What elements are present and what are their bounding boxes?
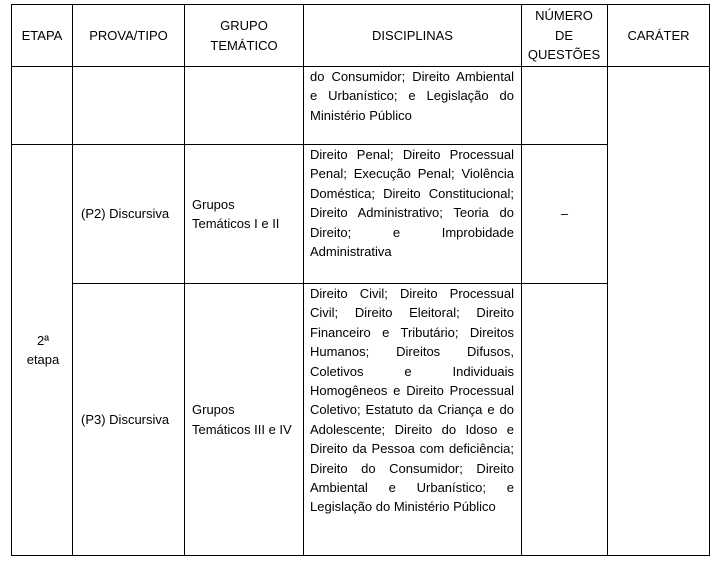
p3-prova-label: (P3) Discursiva [81,411,170,427]
p3-prova [81,284,184,555]
p2-disciplinas-text: Direito Penal; Direito Processual Penal; Execução Penal; Violência Doméstica; Direito Constitucional; Direito Administrativo; Teoria do Direito; e Improbidade Administrativa [310,147,514,260]
column-divider [607,4,608,556]
header-numero-questoes: NÚMERO DE QUESTÕES [527,8,601,63]
p3-disciplinas-text: Direito Civil; Direito Processual Civil; Direito Eleitoral; Direito Financeiro e Tributário; Direitos Humanos; Direitos Difusos, Coletivos e Individuais Homogêneos e Direito Processual Coletivo; Estatuto da Criança e do Adolescente; Direito do Idoso e Direito da Pessoa com deficiência; Direito do Consumidor; Direito Ambiental e Urbanístico; e Legislação do Ministério Público [310,286,514,515]
table-border-right [709,4,710,556]
p2-grupo-label: Grupos Temáticos I e II [192,196,280,231]
p3-disciplinas [310,284,514,517]
etapa-label: 2ª etapa [26,332,60,367]
table-border-bottom [11,555,710,556]
continuation-disciplinas-text: do Consumidor; Direito Ambiental e Urbanístico; e Legislação do Ministério Público [310,69,514,123]
p2-prova-label: (P2) Discursiva [81,206,170,222]
p3-grupo [192,284,296,555]
p2-disciplinas [310,145,514,261]
p2-numero-value: – [560,206,569,222]
p3-grupo-label: Grupos Temáticos III e IV [192,402,292,437]
etapa-cell [25,145,61,555]
column-divider [184,4,185,556]
continuation-disciplinas [310,67,514,125]
table-border-left [11,4,12,556]
header-etapa: ETAPA [21,27,63,43]
header-prova-tipo: PROVA/TIPO [89,27,168,43]
column-divider [72,4,73,556]
p2-grupo [192,145,296,283]
header-carater: CARÁTER [627,27,690,43]
p2-prova [81,145,184,283]
header-grupo-tematico: GRUPO TEMÁTICO [210,18,278,53]
column-divider [303,4,304,556]
header-disciplinas: DISCIPLINAS [372,27,453,43]
p2-numero [522,145,607,283]
